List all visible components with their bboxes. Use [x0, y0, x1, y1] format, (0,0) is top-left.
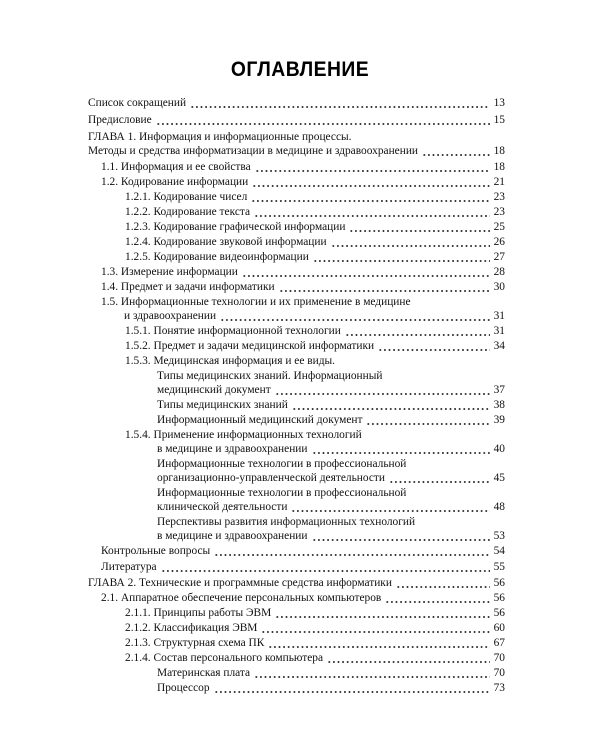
toc-entry-page: 55	[493, 561, 505, 573]
toc-entry-page: 21	[493, 176, 505, 188]
toc-entry-label: 1.5. Информационные технологии и их применение в медицине	[101, 296, 411, 308]
toc-entry-label: в медицине и здравоохранении	[157, 530, 308, 542]
dot-leader	[345, 334, 490, 336]
toc-entry-page: 40	[493, 443, 505, 455]
dot-leader	[312, 452, 490, 454]
toc-entry-label: Информационный медицинский документ	[157, 414, 363, 426]
toc-entry-page: 31	[493, 310, 505, 322]
toc-entry[interactable]	[157, 413, 505, 427]
toc-entry-label: 1.2.3. Кодирование графической информации	[125, 221, 346, 233]
toc-entry-page: 34	[493, 340, 505, 352]
toc-entry-page: 15	[493, 114, 505, 126]
toc-entry-page: 39	[493, 414, 505, 426]
toc-entry-label: Информационные технологии в профессиональной	[157, 458, 407, 470]
toc-entry-label: 1.2.1. Кодирование чисел	[125, 191, 248, 203]
toc-entry[interactable]	[157, 369, 505, 383]
toc-entry-page: 27	[493, 251, 505, 263]
toc-entry-label: 2.1. Аппаратное обеспечение персональных компьютеров	[101, 592, 382, 604]
toc-entry-label: Список сокращений	[88, 97, 187, 109]
toc-entry-label: Процессор	[157, 682, 210, 694]
dot-leader	[331, 245, 490, 247]
toc-entry-page: 56	[493, 577, 505, 589]
dot-leader	[312, 539, 490, 541]
toc-entry-page: 73	[493, 682, 505, 694]
toc-entry[interactable]	[101, 591, 505, 605]
toc-entry[interactable]	[101, 544, 505, 558]
dot-leader	[385, 601, 490, 603]
dot-leader	[349, 230, 490, 232]
toc-entry[interactable]	[157, 486, 505, 500]
toc-entry-label: Перспективы развития информационных технологий	[157, 516, 416, 528]
dot-leader	[378, 349, 490, 351]
toc-entry[interactable]	[157, 515, 505, 529]
toc-entry[interactable]	[88, 130, 505, 144]
toc-entry-page: 18	[493, 161, 505, 173]
toc-entry[interactable]	[157, 442, 505, 456]
dot-leader	[389, 481, 490, 483]
toc-entry-label: 2.1.3. Структурная схема ПК	[125, 637, 265, 649]
toc-entry[interactable]	[101, 175, 505, 189]
dot-leader	[275, 616, 490, 618]
toc-entry[interactable]	[101, 280, 505, 294]
dot-leader	[254, 676, 490, 678]
toc-entry-label: Предисловие	[88, 114, 152, 126]
toc-entry-label: в медицине и здравоохранении	[157, 443, 308, 455]
dot-leader	[366, 423, 490, 425]
toc-entry-page: 53	[493, 530, 505, 542]
dot-leader	[422, 154, 490, 156]
dot-leader	[161, 570, 490, 572]
toc-entry-page: 23	[493, 206, 505, 218]
toc-entry-label: 1.2. Кодирование информации	[101, 176, 249, 188]
toc-entry-page: 13	[493, 97, 505, 109]
toc-entry[interactable]	[157, 471, 505, 485]
toc-entry-page: 23	[493, 191, 505, 203]
toc-entry[interactable]	[88, 576, 505, 590]
toc-entry[interactable]	[125, 190, 505, 204]
toc-entry[interactable]	[157, 383, 505, 397]
page-title: ОГЛАВЛЕНИЕ	[230, 58, 370, 81]
dot-leader	[214, 691, 490, 693]
toc-entry-label: 1.3. Измерение информации	[101, 266, 238, 278]
toc-entry[interactable]	[125, 220, 505, 234]
toc-entry-page: 26	[493, 236, 505, 248]
toc-entry-page: 48	[493, 501, 505, 513]
toc-entry[interactable]	[157, 529, 505, 543]
toc-entry-label: 2.1.2. Классификация ЭВМ	[125, 622, 258, 634]
toc-entry[interactable]	[125, 354, 505, 368]
toc-entry[interactable]	[101, 295, 505, 309]
toc-entry[interactable]	[88, 96, 505, 110]
toc-entry-page: 70	[493, 667, 505, 679]
dot-leader	[275, 393, 490, 395]
toc-entry[interactable]	[157, 500, 505, 514]
toc-entry-page: 67	[493, 637, 505, 649]
toc-entry[interactable]	[124, 309, 505, 323]
dot-leader	[214, 554, 490, 556]
dot-leader	[190, 106, 490, 108]
toc-entry-label: и здравоохранении	[124, 310, 217, 322]
toc-entry-label: 2.1.1. Принципы работы ЭВМ	[125, 607, 272, 619]
toc-entry-page: 60	[493, 622, 505, 634]
toc-entry-page: 25	[493, 221, 505, 233]
toc-entry[interactable]	[125, 235, 505, 249]
toc-entry-label: 1.2.4. Кодирование звуковой информации	[125, 236, 327, 248]
dot-leader	[396, 586, 490, 588]
toc-entry[interactable]	[88, 113, 505, 127]
toc-entry-label: 1.5.4. Применение информационных технологий	[125, 429, 362, 441]
dot-leader	[252, 185, 490, 187]
toc-entry[interactable]	[125, 651, 505, 665]
toc-entry[interactable]	[157, 398, 505, 412]
toc-entry[interactable]	[157, 457, 505, 471]
dot-leader	[313, 260, 490, 262]
toc-entry-label: Литература	[101, 561, 157, 573]
toc-entry-page: 31	[493, 325, 505, 337]
toc-entry-label: Контрольные вопросы	[101, 545, 211, 557]
toc-entry[interactable]	[125, 324, 505, 338]
toc-entry-page: 54	[493, 545, 505, 557]
toc-entry-page: 56	[493, 592, 505, 604]
toc-entry[interactable]	[125, 636, 505, 650]
dot-leader	[327, 661, 490, 663]
toc-entry-page: 70	[493, 652, 505, 664]
toc-entry-page: 38	[493, 399, 505, 411]
toc-entry-label: ГЛАВА 1. Информация и информационные процессы.	[88, 131, 352, 143]
dot-leader	[268, 646, 490, 648]
dot-leader	[279, 290, 490, 292]
toc-entry-page: 37	[493, 384, 505, 396]
toc-entry-label: 1.2.2. Кодирование текста	[125, 206, 251, 218]
toc-entry-page: 30	[493, 281, 505, 293]
toc-entry-label: 1.4. Предмет и задачи информатики	[101, 281, 275, 293]
toc-entry-label: клинической деятельности	[157, 501, 288, 513]
toc-entry[interactable]	[101, 560, 505, 574]
dot-leader	[291, 510, 490, 512]
toc-entry-label: Методы и средства информатизации в медицине и здравоохранении	[88, 145, 419, 157]
dot-leader	[242, 275, 490, 277]
dot-leader	[254, 215, 490, 217]
dot-leader	[251, 200, 490, 202]
toc-entry[interactable]	[125, 205, 505, 219]
toc-entry[interactable]	[101, 265, 505, 279]
toc-entry[interactable]	[125, 606, 505, 620]
toc-entry-label: организационно-управленческой деятельности	[157, 472, 385, 484]
toc-entry-label: ГЛАВА 2. Технические и программные средства информатики	[88, 577, 392, 589]
toc-entry[interactable]	[125, 428, 505, 442]
toc-entry-label: 2.1.4. Состав персонального компьютера	[125, 652, 324, 664]
toc-entry-label: Материнская плата	[157, 667, 251, 679]
toc-entry-page: 56	[493, 607, 505, 619]
toc-entry[interactable]	[125, 250, 505, 264]
toc-entry-label: 1.5.3. Медицинская информация и ее виды.	[125, 355, 336, 367]
toc-entry-label: 1.5.1. Понятие информационной технологии	[125, 325, 341, 337]
toc-entry[interactable]	[88, 144, 505, 158]
toc-entry-page: 18	[493, 145, 505, 157]
toc-entry[interactable]	[157, 681, 505, 695]
dot-leader	[255, 170, 490, 172]
toc-entry-page: 28	[493, 266, 505, 278]
toc-entry-label: Типы медицинских знаний. Информационный	[157, 370, 383, 382]
dot-leader	[220, 319, 490, 321]
toc-entry-label: Типы медицинских знаний	[157, 399, 288, 411]
toc-entry-label: медицинский документ	[157, 384, 271, 396]
toc-entry[interactable]	[101, 160, 505, 174]
toc-entry[interactable]	[125, 621, 505, 635]
toc-entry[interactable]	[157, 666, 505, 680]
dot-leader	[261, 631, 490, 633]
toc-entry-label: 1.5.2. Предмет и задачи медицинской информатики	[125, 340, 375, 352]
dot-leader	[156, 123, 490, 125]
dot-leader	[292, 408, 490, 410]
toc-entry-label: 1.1. Информация и ее свойства	[101, 161, 251, 173]
toc-entry[interactable]	[125, 339, 505, 353]
toc-entry-page: 45	[493, 472, 505, 484]
toc-entry-label: Информационные технологии в профессиональной	[157, 487, 407, 499]
toc-entry-label: 1.2.5. Кодирование видеоинформации	[125, 251, 309, 263]
